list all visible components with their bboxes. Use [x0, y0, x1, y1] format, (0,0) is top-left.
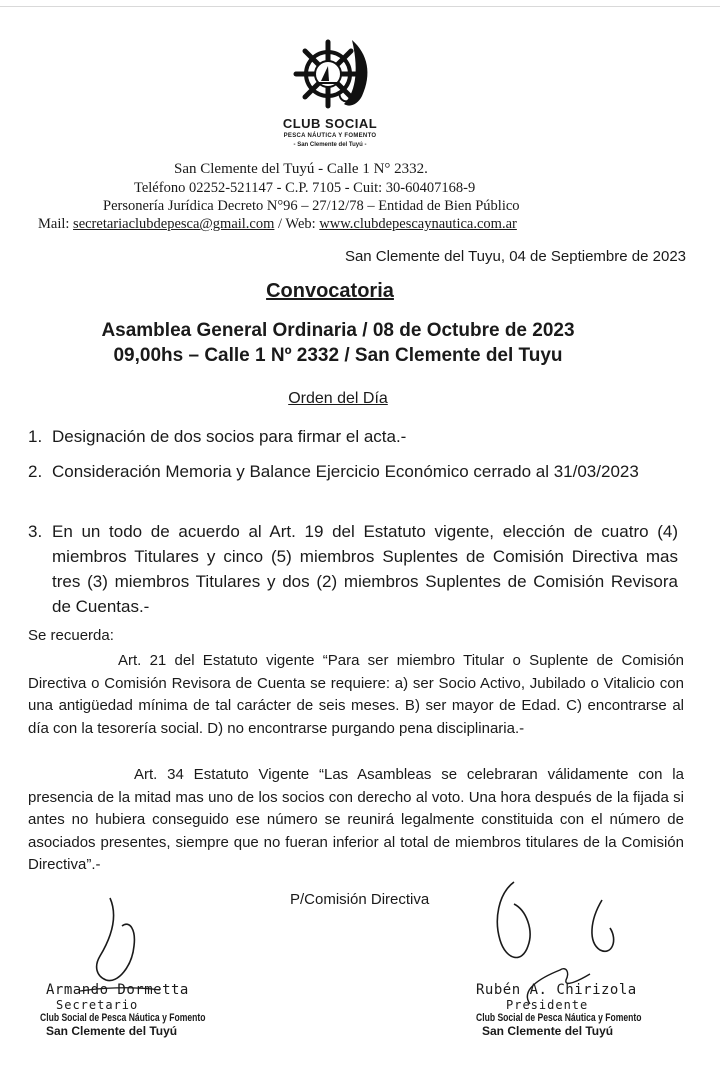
- article-21-text: Art. 21 del Estatuto vigente “Para ser miembro Titular o Suplente de Comisión Directiva o Comisión Revisora de Cuenta se requiere: a) ser Socio Activo, Jubilado o Vitalicio con una antigüedad mínima de tal carácter de seis meses. B) ser mayor de Edad. C) encontrarse al día con la tesorería social. D) no encontrarse purgando pena disciplinaria.-: [28, 652, 684, 737]
- secretary-org: Club Social de Pesca Náutica y Fomento: [40, 1012, 206, 1024]
- document-date: San Clemente del Tuyu, 04 de Septiembre de 2023: [344, 248, 686, 265]
- web-label: / Web:: [274, 216, 320, 232]
- agenda-item: [28, 424, 678, 449]
- signoff: P/Comisión Directiva: [290, 891, 430, 908]
- secretary-name: Armando Dormetta: [46, 982, 189, 998]
- article-34-text: Art. 34 Estatuto Vigente “Las Asambleas se celebraran válidamente con la presencia de la mitad mas uno de los socios con derecho al voto. Una hora después de la fijada si antes no hubiera conseguido ese número se reunirá legalmente constituida con el número de asociados presentes, siempre que no fueran inferior al total de miembros titulares de la Comisión Directiva”.-: [28, 766, 684, 874]
- phone-line: Teléfono 02252-521147 - C.P. 7105 - Cuit: 30-60407168-9: [134, 180, 476, 196]
- president-org: Club Social de Pesca Náutica y Fomento: [476, 1012, 642, 1024]
- contact-line: [38, 216, 517, 233]
- article-34-paragraph: [28, 764, 684, 877]
- mail-label: Mail:: [38, 216, 74, 232]
- agenda-item-number: 1.: [28, 427, 43, 446]
- club-subtitle: PESCA NÁUTICA Y FOMENTO: [283, 133, 377, 139]
- club-logo: [280, 34, 390, 122]
- email-link[interactable]: secretariaclubdepesca@gmail.com: [73, 216, 275, 232]
- secretary-location: San Clemente del Tuyú: [46, 1024, 178, 1038]
- agenda-item-text: Consideración Memoria y Balance Ejercicio Económico cerrado al 31/03/2023: [52, 462, 639, 481]
- secretary-signature-scribble: [60, 896, 170, 996]
- agenda-item-number: 3.: [28, 522, 43, 541]
- president-role: Presidente: [506, 998, 589, 1012]
- agenda-item-text: En un todo de acuerdo al Art. 19 del Estatuto vigente, elección de cuatro (4) miembros Titulares y cinco (5) miembros Suplentes de Comisión Directiva mas tres (3) miembros Titulares y dos (2) miembros Suplentes de Comisión Revisora de Cuentas.-: [52, 522, 678, 616]
- club-location: - San Clemente del Tuyú -: [293, 142, 367, 148]
- secretary-role: Secretario: [56, 998, 139, 1012]
- agenda-title: Orden del Día: [288, 390, 388, 407]
- assembly-line-2: 09,00hs – Calle 1 Nº 2332 / San Clemente del Tuyu: [113, 345, 563, 366]
- agenda-item-number: 2.: [28, 462, 43, 481]
- president-name: Rubén A. Chirizola: [476, 982, 637, 998]
- agenda-item: [28, 519, 678, 619]
- article-21-paragraph: [28, 650, 684, 740]
- scan-edge-line: [0, 6, 720, 7]
- document-title: Convocatoria: [266, 280, 394, 302]
- secretary-signature-block: [40, 982, 252, 1038]
- assembly-info: [0, 318, 676, 368]
- web-link[interactable]: www.clubdepescaynautica.com.ar: [319, 216, 517, 232]
- reminder-label: Se recuerda:: [28, 627, 114, 644]
- address-line: San Clemente del Tuyú - Calle 1 N° 2332.: [174, 161, 428, 177]
- president-location: San Clemente del Tuyú: [482, 1024, 614, 1038]
- president-signature-block: [476, 982, 688, 1038]
- club-name: CLUB SOCIAL: [282, 116, 378, 131]
- agenda-item-text: Designación de dos socios para firmar el acta.-: [52, 427, 407, 446]
- legal-line: Personería Jurídica Decreto N°96 – 27/12/78 – Entidad de Bien Público: [103, 198, 520, 214]
- agenda-item: [28, 459, 678, 484]
- assembly-line-1: Asamblea General Ordinaria / 08 de Octubre de 2023: [101, 320, 575, 341]
